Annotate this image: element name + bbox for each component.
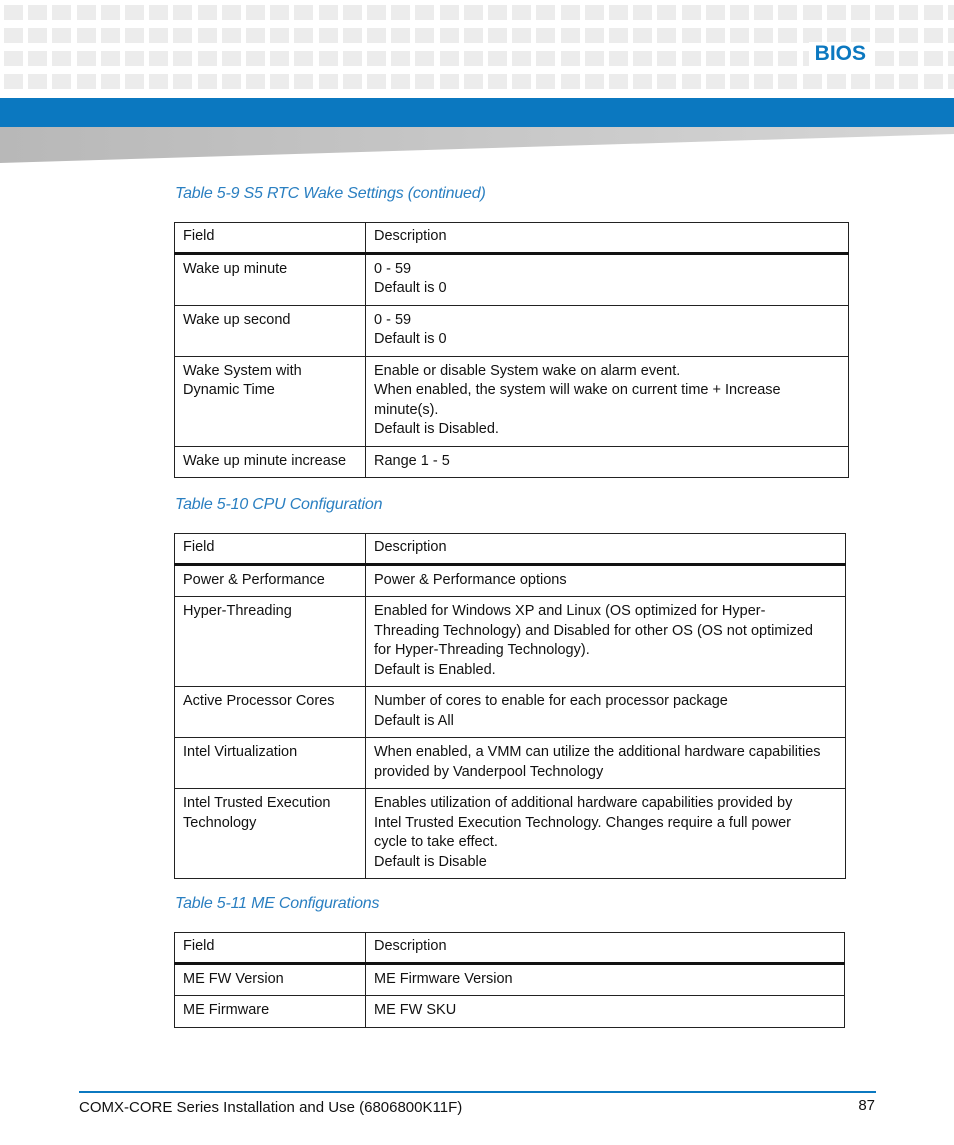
table-row	[175, 253, 849, 305]
description-cell	[366, 597, 846, 687]
field-text-line: Wake up minute increase	[183, 452, 347, 469]
table-row	[175, 305, 849, 356]
description-text-line: When enabled, the system will wake on current time + Increase	[374, 382, 781, 398]
table-row	[175, 597, 846, 687]
table-caption: Table 5-9 S5 RTC Wake Settings (continued)	[175, 185, 486, 202]
table-header-row	[175, 223, 849, 254]
field-text-line: Dynamic Time	[183, 382, 275, 398]
description-cell	[366, 789, 846, 879]
description-text-line: When enabled, a VMM can utilize the additional hardware capabilities	[374, 744, 821, 760]
column-header: Description	[366, 223, 849, 254]
description-text-line: minute(s).	[374, 401, 439, 418]
table-row	[175, 356, 849, 446]
description-cell	[366, 963, 845, 996]
description-text-line: ME FW SKU	[374, 1002, 457, 1018]
description-text-line: Default is Enabled.	[374, 661, 496, 678]
description-text-line: 0 - 59	[374, 260, 412, 277]
description-text-line: Default is All	[374, 712, 454, 729]
table-row	[175, 789, 846, 879]
column-header: Description	[366, 933, 845, 964]
description-text-line: Default is Disable	[374, 853, 487, 870]
field-cell	[175, 789, 366, 879]
description-text-line: Default is 0	[374, 331, 447, 347]
field-text-line: Wake up minute	[183, 260, 288, 277]
footer-document-title: COMX-CORE Series Installation and Use (6806800K11F)	[79, 1099, 463, 1116]
description-cell	[366, 996, 845, 1028]
field-cell	[175, 253, 366, 305]
description-cell	[366, 564, 846, 597]
description-text-line: Enabled for Windows XP and Linux (OS optimized for Hyper-	[374, 603, 766, 619]
description-text-line: Default is 0	[374, 280, 447, 296]
table-caption: Table 5-11 ME Configurations	[175, 895, 380, 912]
footer-rule	[79, 1091, 876, 1093]
table-row	[175, 446, 849, 478]
description-text-line: Range 1 - 5	[374, 452, 450, 469]
table-row	[175, 564, 846, 597]
field-text-line: ME FW Version	[183, 970, 284, 987]
header-gray-wedge	[0, 127, 954, 167]
description-text-line: for Hyper-Threading Technology).	[374, 642, 590, 658]
field-cell	[175, 564, 366, 597]
page-number: 87	[858, 1097, 875, 1114]
field-cell	[175, 963, 366, 996]
table-row	[175, 738, 846, 789]
data-table	[174, 222, 849, 478]
table-header-row	[175, 933, 845, 964]
description-text-line: Number of cores to enable for each processor package	[374, 693, 728, 709]
column-header: Field	[175, 933, 366, 964]
column-header: Field	[175, 223, 366, 254]
description-text-line: cycle to take effect.	[374, 834, 498, 850]
data-table	[174, 533, 846, 879]
table-header-row	[175, 534, 846, 565]
field-text-line: Intel Trusted Execution	[183, 795, 331, 811]
section-title: BIOS	[809, 42, 872, 66]
description-text-line: Intel Trusted Execution Technology. Changes require a full power	[374, 814, 791, 831]
field-cell	[175, 687, 366, 738]
description-cell	[366, 253, 849, 305]
field-cell	[175, 356, 366, 446]
description-text-line: ME Firmware Version	[374, 970, 513, 987]
field-text-line: Intel Virtualization	[183, 744, 298, 760]
table-caption: Table 5-10 CPU Configuration	[175, 496, 383, 513]
field-text-line: ME Firmware	[183, 1002, 270, 1018]
description-text-line: Enable or disable System wake on alarm event.	[374, 362, 681, 379]
field-cell	[175, 446, 366, 478]
description-text-line: Power & Performance options	[374, 571, 567, 588]
field-text-line: Technology	[183, 814, 257, 831]
table-row	[175, 996, 845, 1028]
description-cell	[366, 356, 849, 446]
table-row	[175, 687, 846, 738]
field-text-line: Active Processor Cores	[183, 693, 335, 709]
column-header: Field	[175, 534, 366, 565]
field-cell	[175, 738, 366, 789]
description-text-line: provided by Vanderpool Technology	[374, 763, 604, 780]
description-text-line: Default is Disabled.	[374, 421, 499, 437]
field-text-line: Power & Performance	[183, 571, 325, 588]
header-blue-bar	[0, 98, 954, 127]
field-text-line: Wake up second	[183, 311, 291, 328]
column-header: Description	[366, 534, 846, 565]
table-row	[175, 963, 845, 996]
description-cell	[366, 687, 846, 738]
field-text-line: Wake System with	[183, 362, 302, 379]
field-cell	[175, 996, 366, 1028]
data-table	[174, 932, 845, 1028]
field-text-line: Hyper-Threading	[183, 603, 292, 619]
description-text-line: 0 - 59	[374, 311, 412, 328]
field-cell	[175, 305, 366, 356]
description-cell	[366, 738, 846, 789]
description-cell	[366, 305, 849, 356]
description-text-line: Enables utilization of additional hardware capabilities provided by	[374, 795, 793, 811]
field-cell	[175, 597, 366, 687]
description-cell	[366, 446, 849, 478]
description-text-line: Threading Technology) and Disabled for other OS (OS not optimized	[374, 622, 814, 639]
